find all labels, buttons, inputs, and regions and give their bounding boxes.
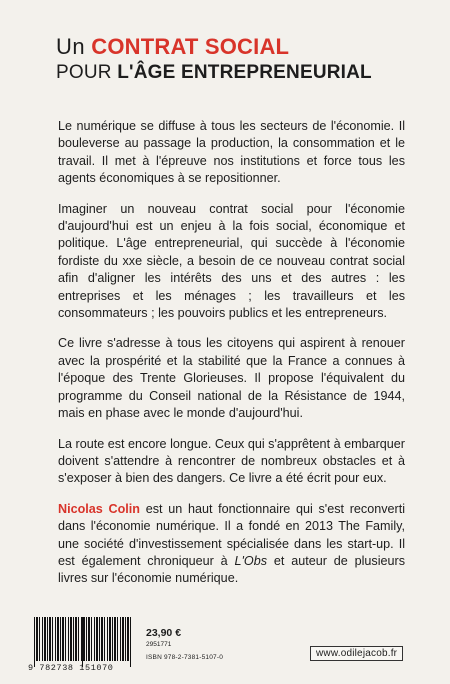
title-word-un: Un [56,34,86,59]
author-bio-text-2: et auteur de plusieurs livres sur l'économie numérique. [58,553,405,586]
product-code: 2951771 [146,641,172,648]
author-name: Nicolas Colin [58,501,140,516]
barcode-guard-right [130,617,131,667]
title-line-2 [56,60,416,86]
blurb-paragraph-4: La route est encore longue. Ceux qui s'apprêtent à embarquer doivent s'attendre à rencontrer de nombreux obstacles et à s'exposer à bien des dangers. Ce livre a été écrit pour eux. [58,436,405,486]
author-bio [58,501,405,588]
blurb-paragraph-2: Imaginer un nouveau contrat social pour l'économie d'aujourd'hui est un enjeu à la fois social, économique et politique. L'âge entrepreneurial, qui succède à l'économie fordiste du xxe siècle, a besoin de ce nouveau contrat social afin d'aligner les intérêts des uns et des autres : les entreprises et les ménages ; les travailleurs et les consommateurs ; les pouvoirs publics et les entrepreneurs. [58,201,405,321]
title-line-1 [56,34,416,60]
barcode-digits: 9 782738 151070 [28,663,114,673]
author-bio-publication: L'Obs [234,553,268,568]
barcode [28,617,138,673]
title-accent: CONTRAT SOCIAL [91,34,290,59]
publisher-website: www.odilejacob.fr [310,646,403,661]
barcode-guard-center [82,617,83,667]
book-title [56,34,416,86]
blurb [58,118,405,601]
title-word-pour: POUR [56,62,112,83]
author-bio-text-1: est un haut fonctionnaire qui s'est reconverti dans l'économie numérique. Il a fondé en 2013 The Family, une société d'investissement spécialisée dans les start-up. Il est également chroniqueur à [58,501,406,568]
blurb-paragraph-3: Ce livre s'adresse à tous les citoyens qui aspirent à renouer avec la prospérité et la stabilité que la France a connues à l'époque des Trente Glorieuses. Il propose l'équivalent du programme du Conseil national de la Résistance de 1944, mais en phase avec le monde d'aujourd'hui. [58,336,405,421]
title-subtitle: L'ÂGE ENTREPRENEURIAL [117,62,372,83]
blurb-paragraph-1: Le numérique se diffuse à tous les secteurs de l'économie. Il bouleverse au passage la production, la consommation et le travail. Il met à l'épreuve nos institutions et force tous les agents économiques à se repositionner. [58,119,405,186]
isbn: ISBN 978-2-7381-5107-0 [146,654,224,661]
price: 23,90 € [146,627,182,639]
